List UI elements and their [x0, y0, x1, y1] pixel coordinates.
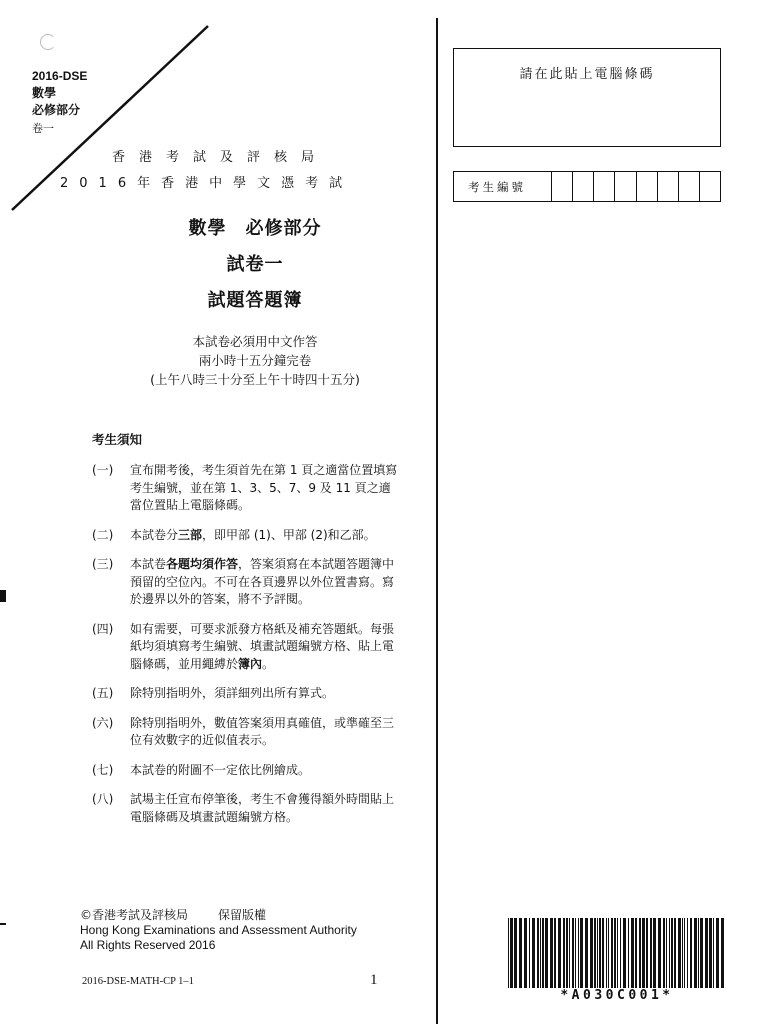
barcode-bar: [666, 918, 667, 988]
note-item: [92, 685, 402, 703]
paper-code-block: [32, 68, 87, 138]
barcode-bar: [540, 918, 541, 988]
barcode-bar: [700, 918, 703, 988]
barcode-bar: [529, 918, 530, 988]
barcode-bar: [678, 918, 681, 988]
barcode-bar: [713, 918, 714, 988]
barcode-bar: [608, 918, 609, 988]
barcode-bar: [623, 918, 626, 988]
barcode-bar: [558, 918, 561, 988]
authority-name: 香港考試及評核局: [112, 150, 329, 165]
note-text: 除特別指明外，數值答案須用真確值，或準確至三位有效數字的近似值表示。: [130, 715, 395, 747]
barcode-bar: [550, 918, 553, 988]
barcode-bar: [682, 918, 683, 988]
barcode-bar: [594, 918, 596, 988]
page-number: 1: [370, 972, 378, 988]
barcode-bar: [674, 918, 676, 988]
barcode-bar: [599, 918, 601, 988]
notes-heading: 考生須知: [92, 432, 143, 447]
candidate-number-cell[interactable]: [679, 172, 700, 201]
note-number: (四): [92, 621, 114, 636]
barcode-bar: [542, 918, 544, 988]
barcode-bar: [663, 918, 665, 988]
exam-code: 2016-DSE: [32, 69, 88, 83]
exam-time: (上午八時三十分至上午十時四十五分): [150, 372, 360, 387]
language-instruction: 本試卷必須用中文作答: [192, 334, 318, 349]
barcode-bar: [669, 918, 670, 988]
copyright-holder-en: Hong Kong Examinations and Assessment Authority: [80, 923, 357, 937]
note-text: 宣布開考後，考生須首先在第 1 頁之適當位置填寫考生編號，並在第 1、3、5、7、9 及 11 頁之適當位置貼上電腦條碼。: [130, 463, 398, 512]
candidate-number-cell[interactable]: [615, 172, 636, 201]
copyright-block: [80, 908, 357, 953]
note-number: (五): [92, 686, 114, 700]
barcode-bar: [519, 918, 522, 988]
candidate-number-cell[interactable]: [658, 172, 679, 201]
copyright-holder-zh: ©香港考試及評核局: [80, 908, 189, 922]
candidate-number-cell[interactable]: [637, 172, 658, 201]
barcode-bar: [572, 918, 574, 988]
barcode-bar: [690, 918, 692, 988]
barcode-bar: [687, 918, 688, 988]
barcode-sticker-label: 請在此貼上電腦條碼: [519, 67, 655, 82]
barcode-bar: [575, 918, 576, 988]
candidate-number-cell[interactable]: [573, 172, 594, 201]
barcode-bar: [514, 918, 517, 988]
note-item: [92, 621, 402, 674]
title-subject: 數學 必修部分: [188, 218, 322, 239]
barcode-bar: [642, 918, 645, 988]
barcode-bar: [580, 918, 583, 988]
barcode-bar: [508, 918, 509, 988]
note-item: [92, 791, 402, 826]
title-paper: 試卷一: [226, 254, 284, 275]
note-text: 本試卷分三部，即甲部 (1)、甲部 (2)和乙部。: [130, 527, 376, 542]
barcode-bar: [635, 918, 637, 988]
title-booklet: 試題答題簿: [207, 290, 303, 311]
barcode-bar: [698, 918, 699, 988]
barcode-bar: [631, 918, 634, 988]
barcode-bar: [620, 918, 621, 988]
paper-number: 卷一: [32, 123, 54, 135]
scan-mark: [0, 590, 6, 602]
candidate-number-cell[interactable]: [594, 172, 615, 201]
note-text: 如有需要，可要求派發方格紙及補充答題紙。每張紙均須填寫考生編號、填畫試題編號方格、貼上電腦條碼，並用繩縛於簿內。: [130, 621, 395, 671]
barcode-bar: [694, 918, 697, 988]
barcode-bar: [614, 918, 616, 988]
note-item: [92, 556, 402, 609]
note-item: [92, 527, 402, 545]
barcode-bar: [684, 918, 685, 988]
scan-mark: [0, 923, 6, 925]
barcode-bar: [545, 918, 548, 988]
note-number: (三): [92, 557, 114, 571]
barcode-bar: [721, 918, 724, 988]
candidate-number-cell[interactable]: [552, 172, 573, 201]
barcode-text: *A030C001*: [560, 988, 674, 1003]
note-item: [92, 762, 402, 780]
barcode-bar: [611, 918, 613, 988]
barcode-bar: [585, 918, 588, 988]
exam-title: 2016年香港中學文憑考試: [60, 176, 354, 191]
note-text: 本試卷的附圖不一定依比例繪成。: [130, 762, 311, 777]
note-number: (二): [92, 527, 114, 542]
subject: 數學: [32, 86, 57, 100]
barcode: [508, 918, 726, 988]
barcode-bar: [617, 918, 618, 988]
rights-reserved-zh: 保留版權: [218, 908, 267, 922]
barcode-bar: [653, 918, 656, 988]
duration: 兩小時十五分鐘完卷: [198, 353, 312, 368]
barcode-bar: [554, 918, 556, 988]
barcode-bar: [537, 918, 539, 988]
candidate-number-cell[interactable]: [700, 172, 720, 201]
barcode-bar: [597, 918, 598, 988]
candidate-number-label: 考生編號: [454, 172, 552, 201]
note-text: 除特別指明外，須詳細列出所有算式。: [130, 686, 335, 700]
note-item: [92, 462, 402, 515]
barcode-bar: [510, 918, 513, 988]
barcode-bar: [709, 918, 712, 988]
barcode-bar: [524, 918, 527, 988]
barcode-bar: [646, 918, 648, 988]
note-number: (七): [92, 762, 114, 777]
note-number: (一): [92, 463, 114, 477]
notes-list: [92, 462, 402, 838]
barcode-bar: [658, 918, 661, 988]
barcode-bar: [628, 918, 629, 988]
note-text: 本試卷各題均須作答，答案須寫在本試題答題簿中預留的空位內。不可在各頁邊界以外位置書寫。寫於邊界以外的答案，將不予評閱。: [130, 557, 395, 606]
note-number: (六): [92, 715, 114, 730]
barcode-bar: [639, 918, 641, 988]
footer-paper-code: 2016-DSE-MATH-CP 1–1: [82, 976, 194, 987]
exam-instructions: [90, 332, 420, 389]
barcode-bar: [532, 918, 535, 988]
barcode-sticker-area[interactable]: [453, 48, 721, 147]
barcode-bar: [578, 918, 579, 988]
part: 必修部分: [32, 103, 81, 117]
note-text: 試場主任宣布停筆後，考生不會獲得額外時間貼上電腦條碼及填畫試題編號方格。: [130, 792, 395, 824]
barcode-bar: [650, 918, 652, 988]
barcode-bar: [671, 918, 673, 988]
barcode-bar: [606, 918, 607, 988]
barcode-bar: [569, 918, 570, 988]
barcode-bar: [705, 918, 708, 988]
column-divider: [436, 18, 438, 1024]
note-number: (八): [92, 792, 114, 806]
candidate-number-field: [453, 171, 721, 202]
note-item: [92, 715, 402, 750]
rights-reserved-en: All Rights Reserved 2016: [80, 938, 216, 952]
barcode-bar: [563, 918, 565, 988]
barcode-bar: [716, 918, 719, 988]
barcode-bar: [590, 918, 593, 988]
barcode-bar: [602, 918, 604, 988]
barcode-bar: [566, 918, 568, 988]
